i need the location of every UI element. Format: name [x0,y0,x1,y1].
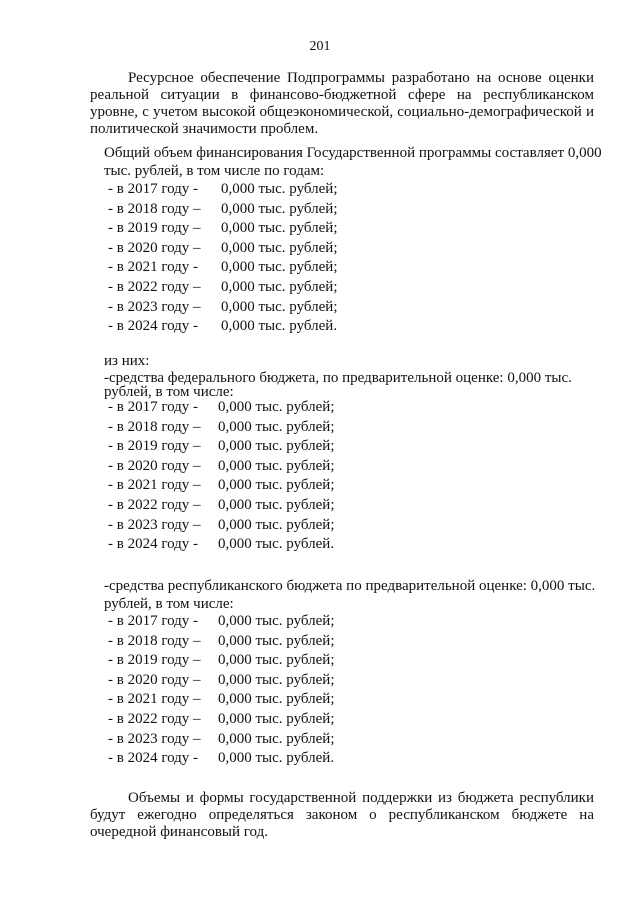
federal-year-row [108,398,335,416]
total-year-row [108,239,338,257]
year-label: - в 2023 году – [108,298,201,315]
total-year-row [108,258,338,276]
amount-value: 0,000 тыс. рублей; [218,477,335,494]
amount-value: 0,000 тыс. рублей; [221,279,338,295]
year-label: - в 2022 году – [108,497,201,513]
amount-value: 0,000 тыс. рублей; [218,399,335,415]
republic-year-row [108,749,334,767]
amount-value: 0,000 тыс. рублей; [218,613,335,629]
federal-year-row [108,437,335,455]
republic-year-row [108,671,335,689]
year-label: - в 2022 году – [108,279,201,295]
republic-year-row [108,612,335,630]
federal-year-row [108,418,335,436]
page-number: 201 [309,39,331,54]
year-label: - в 2020 году – [108,671,201,688]
republic-year-row [108,710,335,728]
republic-year-row [108,651,335,669]
year-label: - в 2019 году – [108,652,201,669]
intro-paragraph: Ресурсное обеспечение Подпрограммы разработано на основе оценки реальной ситуации в финансово-бюджетной сфере на республиканском уровне, с учетом высокой общеэкономической, социально-демографической и политической значимости проблем. [90,70,594,137]
year-label: - в 2022 году – [108,711,201,727]
amount-value: 0,000 тыс. рублей; [218,671,335,688]
amount-value: 0,000 тыс. рублей; [221,259,338,276]
year-label: - в 2023 году – [108,730,201,747]
total-year-row [108,219,338,237]
of-which-label: из них: [104,353,150,369]
year-label: - в 2017 году - [108,613,199,629]
amount-value: 0,000 тыс. рублей. [221,318,338,335]
amount-value: 0,000 тыс. рублей; [218,632,335,649]
amount-value: 0,000 тыс. рублей; [221,200,338,217]
amount-value: 0,000 тыс. рублей; [218,438,335,455]
total-year-row [108,200,338,218]
amount-value: 0,000 тыс. рублей; [218,418,335,435]
year-label: - в 2021 году – [108,477,201,494]
year-label: - в 2018 году – [108,200,201,217]
amount-value: 0,000 тыс. рублей; [218,652,335,669]
republic-year-row [108,730,335,748]
year-label: - в 2019 году – [108,220,201,237]
year-label: - в 2023 году – [108,516,201,533]
amount-value: 0,000 тыс. рублей; [218,457,335,474]
amount-value: 0,000 тыс. рублей; [218,691,335,708]
federal-year-row [108,516,335,534]
year-label: - в 2021 году – [108,691,201,708]
federal-year-row [108,476,335,494]
federal-year-row [108,496,335,514]
year-label: - в 2017 году - [108,181,199,197]
year-label: - в 2024 году - [108,750,199,767]
republic-heading-line1: -средства республиканского бюджета по предварительной оценке: 0,000 тыс. [104,578,596,594]
year-label: - в 2017 году - [108,399,199,415]
year-label: - в 2020 году – [108,239,201,256]
federal-heading-line1: -средства федерального бюджета, по предварительной оценке: 0,000 тыс. [104,370,572,386]
year-label: - в 2018 году – [108,632,201,649]
amount-value: 0,000 тыс. рублей; [221,181,338,197]
amount-value: 0,000 тыс. рублей. [218,536,335,553]
amount-value: 0,000 тыс. рублей. [218,750,335,767]
amount-value: 0,000 тыс. рублей; [218,711,335,727]
total-year-row [108,180,338,198]
republic-heading-line2: рублей, в том числе: [104,596,234,612]
federal-year-row [108,535,334,553]
closing-paragraph: Объемы и формы государственной поддержки из бюджета республики будут ежегодно определяться законом о республиканском бюджете на очередной финансовый год. [90,790,594,840]
year-label: - в 2024 году - [108,318,199,335]
amount-value: 0,000 тыс. рублей; [218,497,335,513]
total-heading-line1: Общий объем финансирования Государственной программы составляет 0,000 [104,145,602,161]
total-heading-line2: тыс. рублей, в том числе по годам: [104,163,325,179]
amount-value: 0,000 тыс. рублей; [218,516,335,533]
total-year-row [108,278,338,296]
amount-value: 0,000 тыс. рублей; [221,239,338,256]
year-label: - в 2018 году – [108,418,201,435]
amount-value: 0,000 тыс. рублей; [218,730,335,747]
amount-value: 0,000 тыс. рублей; [221,220,338,237]
federal-year-row [108,457,335,475]
republic-year-row [108,690,335,708]
republic-year-row [108,632,335,650]
year-label: - в 2021 году - [108,259,199,276]
year-label: - в 2019 году – [108,438,201,455]
amount-value: 0,000 тыс. рублей; [221,298,338,315]
total-year-row [108,317,337,335]
year-label: - в 2024 году - [108,536,199,553]
total-year-row [108,298,338,316]
federal-heading-line2: рублей, в том числе: [104,384,234,400]
year-label: - в 2020 году – [108,457,201,474]
